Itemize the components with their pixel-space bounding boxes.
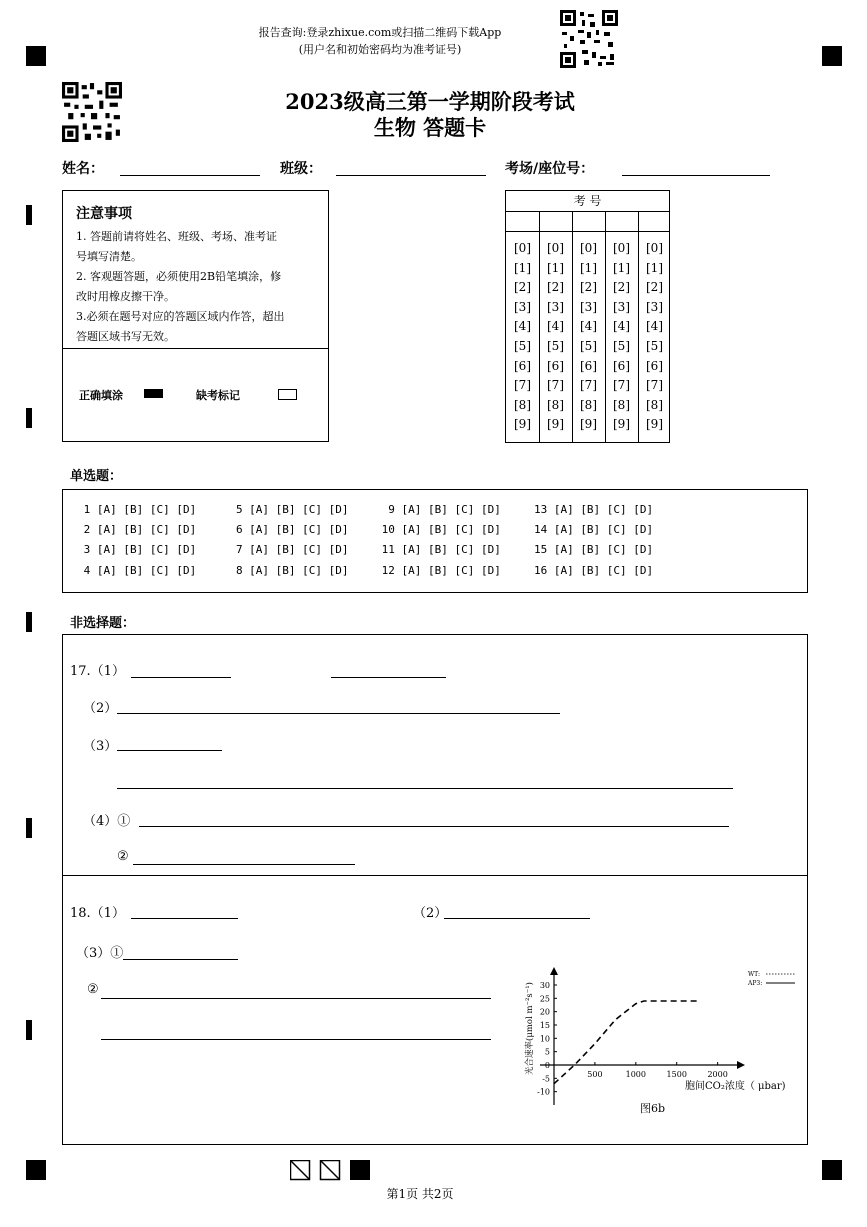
exam-subtitle: 生物 答题卡: [373, 115, 487, 140]
single-choice-box: [62, 489, 808, 593]
exam-digit-bubble[interactable]: [9]: [514, 417, 531, 432]
corner-marker-tl: [26, 46, 46, 66]
exam-digit-bubble[interactable]: [5]: [646, 338, 663, 353]
y-tick-label: -5: [542, 1074, 550, 1084]
q17-part1-answer-b[interactable]: [331, 677, 446, 678]
x-axis-arrow: [737, 1061, 745, 1069]
exam-digit-bubble[interactable]: [2]: [613, 280, 630, 295]
choice-row[interactable]: 3 [A] [B] [C] [D] 7 [A] [B] [C] [D] 11 [A] [B] [C] [D] 15 [A] [B] [C] [D]: [77, 543, 654, 556]
notice-box: [62, 190, 329, 442]
corner-marker-br: [822, 1160, 842, 1180]
exam-digit-bubble[interactable]: [4]: [580, 319, 597, 334]
absent-mark-label: 缺考标记: [196, 389, 240, 402]
exam-number-title: 考 号: [573, 194, 602, 208]
notice-divider: [63, 348, 328, 349]
exam-digit-bubble[interactable]: [0]: [514, 241, 531, 255]
exam-digit-bubble[interactable]: [6]: [514, 358, 531, 373]
exam-digit-column[interactable]: [605, 239, 638, 435]
chart-legend-ap3: AP3:: [748, 980, 763, 987]
exam-digit-bubble[interactable]: [0]: [580, 241, 597, 255]
exam-digit-bubble[interactable]: [4]: [547, 319, 564, 334]
qr-code-top: [560, 10, 618, 68]
corner-marker-tr: [822, 46, 842, 66]
exam-digit-bubble[interactable]: [2]: [514, 280, 531, 295]
choice-row[interactable]: 4 [A] [B] [C] [D] 8 [A] [B] [C] [D] 12 [A] [B] [C] [D] 16 [A] [B] [C] [D]: [77, 564, 654, 577]
exam-digit-column[interactable]: [572, 239, 605, 435]
x-tick-label: 1000: [625, 1070, 646, 1079]
exam-digit-bubble[interactable]: [8]: [646, 397, 663, 412]
side-tick: [26, 1020, 32, 1040]
q18-part3-answer-b[interactable]: [101, 998, 491, 999]
qr-code-left: [62, 82, 122, 142]
non-choice-label: 非选择题：: [70, 616, 136, 631]
exam-digit-bubble[interactable]: [1]: [514, 260, 531, 275]
side-tick: [26, 818, 32, 838]
exam-digit-bubble[interactable]: [6]: [646, 358, 663, 373]
corner-marker-bl: [26, 1160, 46, 1180]
grid-line: [506, 231, 669, 232]
exam-digit-bubble[interactable]: [3]: [580, 299, 597, 314]
notice-item: 3.必须在题号对应的答题区域内作答，超出: [76, 310, 285, 323]
y-tick-label: -10: [537, 1087, 550, 1097]
exam-digit-bubble[interactable]: [0]: [646, 241, 663, 255]
absent-mark-checkbox[interactable]: [278, 389, 297, 400]
exam-digit-bubble[interactable]: [3]: [547, 299, 564, 314]
exam-digit-bubble[interactable]: [1]: [613, 260, 630, 275]
exam-digit-bubble[interactable]: [8]: [514, 397, 531, 412]
exam-digit-bubble[interactable]: [6]: [580, 358, 597, 373]
notice-item: 改时用橡皮擦干净。: [76, 290, 175, 303]
q17-part2-answer[interactable]: [117, 713, 560, 714]
class-field[interactable]: [336, 175, 486, 176]
exam-digit-bubble[interactable]: [9]: [580, 417, 597, 432]
q17-part1-answer-a[interactable]: [131, 677, 231, 678]
q18-part1-label: 18.（1）: [70, 906, 125, 921]
report-query-note: (用户名和初始密码均为准考证号): [298, 43, 462, 56]
exam-digit-bubble[interactable]: [4]: [514, 319, 531, 334]
q17-part4b-label: ②: [117, 849, 129, 864]
q17-part4-answer-a[interactable]: [139, 826, 729, 827]
photosynthesis-chart: [520, 965, 800, 1120]
correct-fill-label: 正确填涂: [79, 389, 123, 402]
exam-digit-bubble[interactable]: [0]: [613, 241, 630, 255]
exam-digit-bubble[interactable]: [2]: [580, 280, 597, 295]
side-tick: [26, 205, 32, 225]
name-label: 姓名：: [62, 161, 104, 177]
q18-part3b-label: ②: [87, 982, 99, 997]
exam-digit-column[interactable]: [539, 239, 572, 435]
x-tick-label: 2000: [707, 1070, 728, 1079]
exam-digit-bubble[interactable]: [3]: [613, 299, 630, 314]
exam-digit-bubble[interactable]: [9]: [646, 417, 663, 432]
notice-item: 2. 客观题答题，必须使用2B铅笔填涂，修: [76, 270, 282, 283]
exam-digit-bubble[interactable]: [7]: [580, 378, 597, 393]
notice-item: 答题区域书写无效。: [76, 330, 175, 343]
y-tick-label: 30: [539, 981, 550, 990]
y-axis-arrow: [550, 967, 558, 975]
x-tick-label: 1500: [666, 1070, 687, 1079]
exam-digit-bubble[interactable]: [3]: [514, 299, 531, 314]
exam-digit-bubble[interactable]: [4]: [613, 319, 630, 334]
exam-digit-bubble[interactable]: [7]: [547, 378, 564, 393]
exam-digit-bubble[interactable]: [1]: [547, 260, 564, 275]
exam-digit-column[interactable]: [506, 239, 539, 435]
single-choice-label: 单选题：: [70, 469, 123, 484]
x-tick-label: 500: [587, 1070, 603, 1079]
q17-part3-answer-a[interactable]: [117, 750, 222, 751]
correct-fill-sample: [144, 389, 163, 398]
exam-digit-bubble[interactable]: [7]: [514, 378, 531, 393]
q18-part3-answer-a[interactable]: [123, 959, 238, 960]
exam-digit-bubble[interactable]: [1]: [646, 260, 663, 275]
class-label: 班级：: [280, 161, 322, 177]
choice-row[interactable]: 2 [A] [B] [C] [D] 6 [A] [B] [C] [D] 10 [A] [B] [C] [D] 14 [A] [B] [C] [D]: [77, 523, 654, 536]
exam-digit-bubble[interactable]: [2]: [646, 280, 663, 295]
exam-digit-bubble[interactable]: [5]: [613, 338, 630, 353]
exam-title: 2023级高三第一学期阶段考试: [285, 89, 575, 114]
exam-digit-bubble[interactable]: [5]: [580, 338, 597, 353]
side-tick: [26, 612, 32, 632]
exam-digit-bubble[interactable]: [9]: [547, 417, 564, 432]
page-number: 第1页 共2页: [386, 1187, 454, 1201]
notice-item: 号填写清楚。: [76, 250, 142, 263]
exam-digit-bubble[interactable]: [8]: [580, 397, 597, 412]
q17-part3-label: （3）: [83, 739, 118, 754]
exam-digit-bubble[interactable]: [7]: [646, 378, 663, 393]
notice-title: 注意事项: [76, 206, 132, 222]
y-tick-label: 20: [539, 1007, 550, 1017]
exam-digit-bubble[interactable]: [9]: [613, 417, 630, 432]
q17-part1-label: 17.（1）: [70, 664, 125, 679]
exam-digit-bubble[interactable]: [7]: [613, 378, 630, 393]
y-tick-label: 10: [539, 1034, 550, 1044]
y-tick-label: 5: [544, 1047, 550, 1057]
q17-part3-answer-b[interactable]: [117, 788, 733, 789]
chart-title: 图6b: [640, 1102, 666, 1115]
q18-part2-label: （2）: [413, 906, 448, 921]
exam-digit-bubble[interactable]: [3]: [646, 299, 663, 314]
y-tick-label: 25: [539, 994, 550, 1004]
chart-ylabel: 光合速率(μmol m⁻²s⁻¹): [525, 982, 535, 1075]
q17-part2-label: （2）: [83, 701, 118, 716]
exam-digit-bubble[interactable]: [4]: [646, 319, 663, 334]
q18-part2-answer[interactable]: [444, 918, 590, 919]
side-tick: [26, 408, 32, 428]
q17-part4-label: （4）①: [83, 814, 131, 829]
exam-digit-column[interactable]: [638, 239, 671, 435]
grid-line: [506, 211, 669, 212]
choice-row[interactable]: 1 [A] [B] [C] [D] 5 [A] [B] [C] [D] 9 [A] [B] [C] [D] 13 [A] [B] [C] [D]: [77, 503, 654, 516]
exam-digit-bubble[interactable]: [2]: [547, 280, 564, 295]
exam-digit-bubble[interactable]: [0]: [547, 241, 564, 255]
q18-part1-answer[interactable]: [131, 918, 238, 919]
exam-digit-bubble[interactable]: [8]: [547, 397, 564, 412]
page-marks: [290, 1160, 372, 1182]
exam-digit-bubble[interactable]: [6]: [613, 358, 630, 373]
exam-number-grid: [505, 190, 670, 443]
exam-digit-bubble[interactable]: [5]: [547, 338, 564, 353]
seat-field[interactable]: [622, 175, 770, 176]
q18-part3-answer-c[interactable]: [101, 1039, 491, 1040]
q18-part3-label: （3）①: [76, 946, 124, 961]
exam-digit-bubble[interactable]: [6]: [547, 358, 564, 373]
notice-item: 1. 答题前请将姓名、班级、考场、准考证: [76, 230, 277, 243]
y-tick-label: 15: [539, 1021, 550, 1030]
report-query-line: 报告查询:登录zhixue.com或扫描二维码下载App: [258, 26, 502, 39]
exam-digit-bubble[interactable]: [5]: [514, 338, 531, 353]
chart-xlabel: 胞间CO₂浓度（ μbar): [685, 1081, 786, 1092]
chart-legend-wt: WT:: [748, 971, 760, 978]
exam-digit-bubble[interactable]: [8]: [613, 397, 630, 412]
name-field[interactable]: [120, 175, 260, 176]
seat-label: 考场/座位号：: [505, 161, 595, 177]
exam-digit-bubble[interactable]: [1]: [580, 260, 597, 275]
q17-part4-answer-b[interactable]: [133, 864, 355, 865]
y-tick-label: 0: [544, 1061, 550, 1070]
q17-box: [62, 634, 808, 876]
